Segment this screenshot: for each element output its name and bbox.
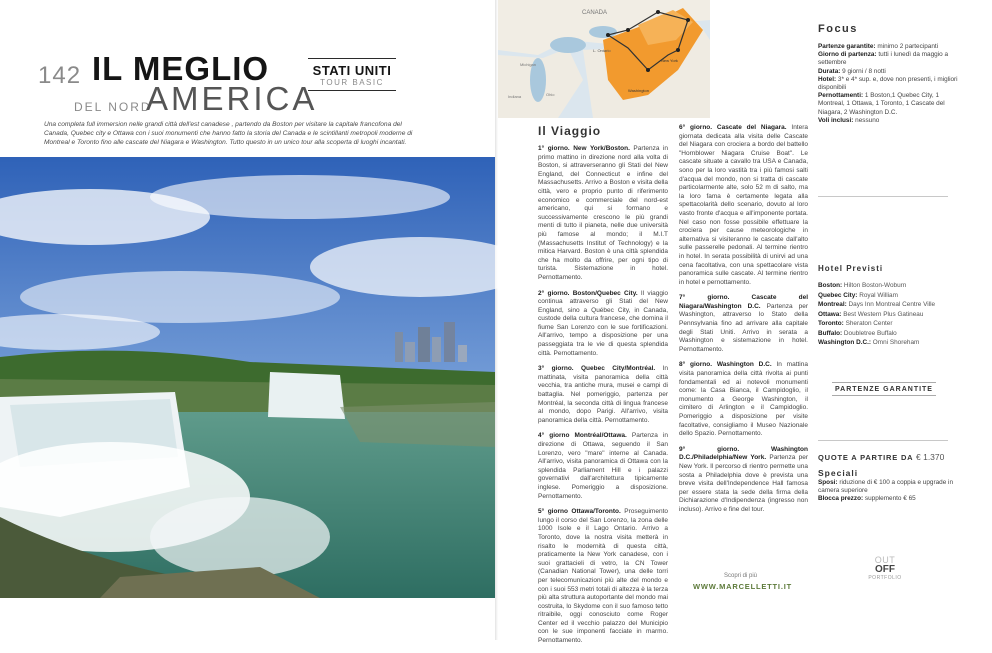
badge-country: STATI UNITI <box>312 63 392 78</box>
day-heading: 4° giorno Montréal/Ottawa. <box>538 432 627 440</box>
special-item <box>818 495 958 503</box>
itinerary-column-1 <box>538 145 668 653</box>
focus-list <box>818 43 958 125</box>
hotels-title: Hotel Previsti <box>818 264 884 273</box>
day-heading: 1° giorno. New York/Boston. <box>538 145 630 152</box>
focus-value: 3* e 4* sup. e, dove non presenti, i migliori disponibili <box>818 75 958 92</box>
title-line-2: AMERICA <box>146 80 318 117</box>
itinerary-day-4 <box>538 432 668 501</box>
hotel-city: Boston: <box>818 282 843 289</box>
focus-label: Hotel: <box>818 75 837 83</box>
website-link[interactable]: WWW.MARCELLETTI.IT <box>693 582 792 591</box>
day-text: Intera giornata dedicata alla visita delle Cascate del Niagara con crociera a bordo del battello "Hornblower Niagara Cruise Boat". Le cascate situate a cavallo tra USA e Canada, sono per la loro vastità tra i più famosi salti d'acqua del mondo, non si tratta di cascate particolarmente alte, solo 52 m di salto, ma la loro fama è certamente legata alla spettacolarità dello scenario, dovuto al loro vasto fronte d'acqua e all'imponente portata. Nel caso non fosse possibile effettuare la crociera per cause meteorologiche in alternativa si visiteranno le cascate dall'alto sulle passerelle pedonali. Al termine rientro in hotel. In serata possibilità di unirvi ad una cena facoltativa, con una spettacolare vista panoramica sulle cascate. Al termine rientro in hotel e pernottamento. <box>679 124 809 286</box>
hotel-name: Best Western Plus Gatineau <box>843 310 924 318</box>
page-number: 142 <box>38 62 82 89</box>
day-text: Partenza in primo mattino in direzione nord alla volta di Boston, si attraverseranno gli Stati del New England, del Connecticut e infine del Massachusetts. Arrivo a Boston e visita della città, vero e proprio punto di riferimento economico e commerciale del nord-est americano, qui si formano e successivamente crescono le più grandi menti di tutto il pianeta, nelle due università più famose al mondo; il M.I.T (Massachusetts Institut of Technology) e la mitica Harvard. Boston è una città splendida che ha molto da offrire, per ogni tipo di turista. Sistemazione in hotel. Pernottamento. <box>538 145 668 281</box>
quote-price: € 1.370 <box>916 452 945 462</box>
focus-label: Pernottamenti: <box>818 92 864 100</box>
hotel-name: Omni Shoreham <box>872 339 920 346</box>
specials-list <box>818 479 958 504</box>
focus-item <box>818 76 958 92</box>
itinerary-day-5 <box>538 508 668 646</box>
divider <box>818 440 948 441</box>
special-value: riduzione di € 100 a coppia e upgrade in camera superiore <box>818 479 954 495</box>
day-heading: 6° giorno. Cascate del Niagara. <box>679 124 787 131</box>
focus-item <box>818 68 958 76</box>
focus-value: 9 giorni / 8 notti <box>842 67 886 75</box>
itinerary-day-7 <box>679 294 808 354</box>
focus-item <box>818 51 958 67</box>
title-small: DEL NORD <box>74 100 152 114</box>
focus-value: 1 Boston,1 Quebec City, 1 Montreal, 1 Ottawa, 1 Toronto, 1 Cascate del Niagara, 2 Washington D.C. <box>818 92 945 116</box>
hotel-city: Toronto: <box>818 320 844 327</box>
focus-value: nessuno <box>855 116 880 124</box>
focus-label: Voli inclusi: <box>818 116 854 124</box>
hotel-item <box>818 291 958 301</box>
map-label-michigan: Michigan <box>520 62 537 67</box>
hotel-city: Buffalo: <box>818 329 843 337</box>
focus-item <box>818 43 958 51</box>
focus-label: Partenze garantite: <box>818 43 876 50</box>
hotel-item <box>818 310 958 320</box>
itinerary-day-6 <box>679 124 808 287</box>
day-text: Proseguimento lungo il corso del San Lorenzo, la zona delle 1000 Isole e il Lago Ontario. Arrivo a Toronto, dove la nostra visita metterà in risalto le modernità di questa città, praticamente la New York canadese, con i suoi grattacieli di vetro, la CN Tower (Canadian National Tower), una delle torri per telecomunicazioni più alte del mondo e con i suoi 553 metri totali di altezza è la terza più alta struttura autoportante del mondo mai costruita, lo Skydome con il suo famoso tetto ritraibile, oggi conosciuto come Roger Center ed il vecchio palazzo del Municipio con le sue imponenti facciate in marmo. Pernottamento. <box>538 508 668 645</box>
logo-line-3: PORTFOLIO <box>868 575 902 581</box>
focus-label: Durata: <box>818 67 841 75</box>
hotel-item <box>818 329 958 339</box>
special-label: Blocca prezzo: <box>818 495 864 503</box>
hotel-item <box>818 300 958 310</box>
special-value: supplemento € 65 <box>864 495 916 503</box>
hotel-item <box>818 281 958 291</box>
hotel-city: Montreal: <box>818 301 847 308</box>
itinerary-column-2 <box>679 124 808 522</box>
day-heading: 2° giorno. Boston/Quebec City. <box>538 289 638 297</box>
itinerary-title: Il Viaggio <box>538 124 602 138</box>
route-map <box>498 0 710 118</box>
day-text: Il viaggio continua attraverso gli Stati del New England, sino a Québec City, in Canada, custode della cultura francese, che domina il fiume San Lorenzo con le sue fortificazioni. All'arrivo, tempo a disposizione per una passeggiata tra le vie di questa splendida città. Pernottamento. <box>538 289 669 357</box>
divider <box>818 196 948 197</box>
hotel-city: Quebec City: <box>818 291 858 299</box>
day-text: In mattina visita panoramica della città rivolta ai punti fondamentali ed ai notevoli monumenti come: la Casa Bianca, il Campidoglio, il monumento a George Washington, il cimitero di Arlington e il Campidoglio. Pomeriggio a disposizione per visite facoltative, consigliamo il Museo Nazionale dello Spazio. Pernottamento. <box>679 361 808 438</box>
hotel-name: Hilton Boston-Woburn <box>843 282 907 289</box>
itinerary-day-3 <box>538 365 668 425</box>
hotel-name: Days Inn Montreal Centre Ville <box>848 301 936 308</box>
day-text: Partenza in direzione di Ottawa, seguendo il San Lorenzo, vero "mare" interne al Canada. All'arrivo, visita panoramica di Ottawa con la splendida Parliament Hill e i palazzi governativi dall'architettura tipicamente inglese. Pomeriggio a disposizione. Pernottamento. <box>538 432 668 500</box>
hotel-name: Sheraton Center <box>845 320 893 327</box>
focus-value: tutti i lunedì da maggio a settembre <box>818 51 949 67</box>
focus-item <box>818 92 958 117</box>
focus-title: Focus <box>818 23 858 35</box>
day-heading: 7° giorno. Cascate del Niagara/Washington D.C. <box>679 294 808 310</box>
focus-item <box>818 117 958 125</box>
intro-text: Una completa full immersion nelle grandi città dell'est canadese , partendo da Boston per visitare la capitale francofona del Canada, Quebec city e Ottawa con i suoi monumenti che hanno fatto la storia del Canada e le scintillanti metropoli moderne di Montreal e Toronto fino alle cascate del Niagara e Washington. Tutto questo in un unico tour alla scoperta di luoghi incantati. <box>44 121 413 146</box>
quote-line <box>818 452 944 462</box>
destination-badge <box>308 58 396 91</box>
hotel-city: Washington D.C.: <box>818 339 872 346</box>
focus-value: minimo 2 partecipanti <box>877 43 939 50</box>
map-label-new-york: New York <box>661 58 678 63</box>
day-text: In mattinata, visita panoramica della città vecchia, tra antiche mura, musei e campi di battaglia. Nel pomeriggio, partenza per Montréal, la seconda città di lingua francese al mondo, dopo Parigi. All'arrivo, visita panoramica della città. Pernottamento. <box>538 365 668 424</box>
special-item <box>818 479 958 495</box>
hotel-list <box>818 281 958 348</box>
hotel-name: Royal William <box>859 291 898 299</box>
day-heading: 5° giorno Ottawa/Toronto. <box>538 508 621 516</box>
itinerary-day-8 <box>679 361 808 438</box>
itinerary-day-2 <box>538 290 668 359</box>
itinerary-day-1 <box>538 145 668 283</box>
hotel-city: Ottawa: <box>818 310 842 318</box>
day-text: Partenza per Washington, attraverso lo Stato della Pennsylvania fino ad arrivare alla capitale degli Stati Uniti. Arrivo in serata a Washington e sistemazione in hotel. Pernottamento. <box>679 302 808 353</box>
focus-label: Giorno di partenza: <box>818 51 877 59</box>
map-label-indiana: Indiana <box>508 94 522 99</box>
day-heading: 3° giorno. Quebec City/Montréal. <box>538 365 656 373</box>
departures-badge: PARTENZE GARANTITE <box>832 382 936 396</box>
map-label-lake: L. Ontario <box>593 48 611 53</box>
special-label: Sposi: <box>818 479 838 486</box>
discover-more-label: Scopri di più <box>724 573 758 579</box>
hotel-item <box>818 319 958 329</box>
niagara-falls-photo <box>0 157 495 598</box>
specials-title: Speciali <box>818 468 859 478</box>
day-text: Partenza per New York. Il percorso di rientro permette una sosta a Philadelphia dove è prevista una breve visita dell'Independence Hall famosa per essere stata la sede della firma della Dichiarazione d'Indipendenza (ingresso non incluso). Arrivo e fine del tour. <box>679 454 808 513</box>
map-label-canada: CANADA <box>582 10 608 16</box>
logo-line-1: OUT <box>874 555 896 565</box>
day-heading: 9° giorno. Washington D.C./Philadelphia/New York. <box>679 445 808 462</box>
title-line-1: IL MEGLIO <box>92 50 270 87</box>
badge-type: TOUR BASIC <box>320 78 384 87</box>
logo-line-2: OFF <box>875 564 895 575</box>
itinerary-day-9 <box>679 446 808 515</box>
map-label-washington: Washington <box>628 88 649 93</box>
hotel-item <box>818 338 958 348</box>
quote-label: QUOTE A PARTIRE DA <box>818 453 914 462</box>
hotel-name: Doubletree Buffalo <box>843 329 897 337</box>
day-heading: 8° giorno. Washington D.C. <box>679 361 772 369</box>
map-label-ohio: Ohio <box>546 92 555 97</box>
out-off-logo <box>868 556 902 583</box>
